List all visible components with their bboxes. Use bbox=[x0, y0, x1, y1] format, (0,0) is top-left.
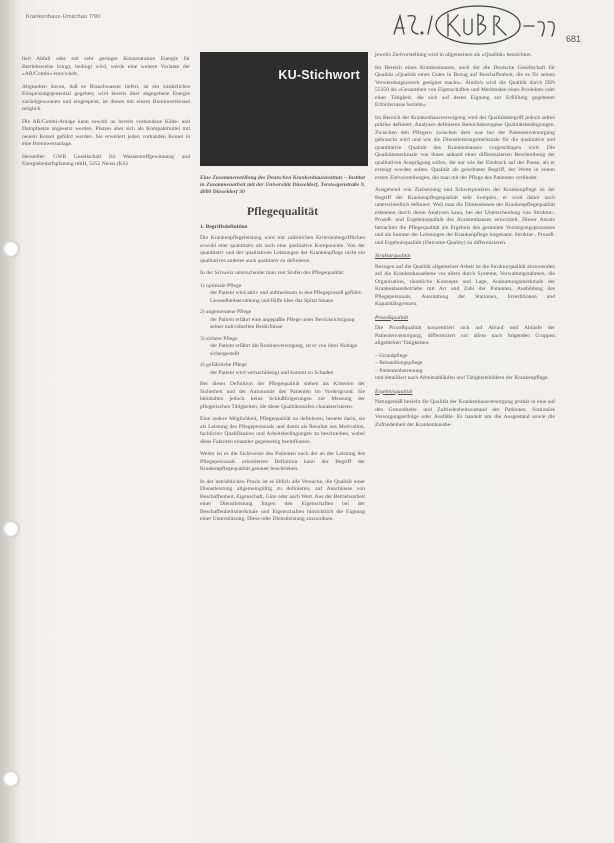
list-item-body: der Patient wird aktiv und aufmerksam in den Pflegeprozeß geführt. Gesundheitserziehung und Hilfe über das Spital hinaus bbox=[210, 290, 363, 304]
article-title: Pflegequalität bbox=[246, 204, 319, 218]
page-number: 681 bbox=[566, 34, 582, 44]
dash-list-item: – Behandlungspflege bbox=[375, 360, 423, 366]
body-paragraph: Bei dieser Definition der Pflegequalität stehen als Kriterien der Sicherheit und der Autonomie des Patienten im Vordergrund. Sie beinhalten jedoch keine Schlußfolgerungen zur Messung der pflegerischen Tätigkeiten, die diese Qualitätsstufen charakterisieren. bbox=[200, 381, 365, 410]
body-paragraph: Die Prozeßqualität konzentriert sich auf Ablauf und Abläufe der Patientenversorgung, differenziert vor allem nach folgenden Gruppen allgemeiner Tätigkeiten: bbox=[375, 325, 555, 346]
body-paragraph: In der Schweiz unterscheidet man vier Stufen der Pflegequalität: bbox=[200, 270, 345, 276]
subsection-heading: Strukturqualität bbox=[375, 253, 411, 259]
right-column bbox=[375, 52, 555, 434]
list-item-body: der Patient erfährt die Routineversorgung, ist er von ihrer Notlage sichergestellt bbox=[210, 343, 358, 357]
list-item bbox=[200, 336, 365, 359]
list-item bbox=[200, 309, 365, 332]
list-item-body: der Patient wird vernachlässigt und kommt zu Schaden bbox=[210, 369, 334, 376]
body-paragraph: jeweils Zielvorstellung wird in allgemeinen als »Qualität« bezeichnet. bbox=[375, 52, 532, 58]
list-item bbox=[200, 362, 365, 377]
hole-punch bbox=[2, 240, 20, 258]
list-item-heading: 1) optimale Pflege bbox=[200, 282, 242, 289]
body-paragraph: Im Bereich der Krankenhausversorgung wird der Qualitätsbegriff jedoch selten präzise definiert. Analysen definieren Bereichsbezogene Qualitätsbedingungen. Zwischen den Pflegern zwischen dem was bei der Patientenversorgung gebraucht wird und wie die Dienstleistungsmerkmale für die qualitative und quantitative Qualität des Krankenhauses vorgeschlagen wird. Die Qualitätsmerkmale von ihnen anhand einer differenzierten Beschreibung der qualitativen Ausprägung sollen, die nur wie der Eindruck auf der Pause, als er erzeugt worden sollen. Qualität als geordneter Begriff, der Werte in einem ersten Zielvorstellungen, die man mit der Pflege des Patienten verbindet. bbox=[375, 114, 555, 181]
left-paragraph: liert Abfall oder mit sehr geringer Konzentration Energie für Betriebsweise bringt, bedingt wird, werde eine weitere Variante der »AR/Combi« entwickelt. bbox=[22, 56, 190, 77]
hole-punch bbox=[2, 770, 20, 788]
body-paragraph: Ausgehend von Zielsetzung und Schwerpunkten der Krankenpflege ist der Begriff der Krankenpflegequalität sehr komplex, er wird daher auch unterschiedlich definiert. Weil man die Dimensionen der Krankenpflegequalität erkennen durch deren Analysen kann, bei der Unterscheidung von Struktur-, Prozeß- und Ergebnisqualität des Krankenhauses entwickelt. Dieser Ansatz betrachtet die Pflegequalität als Ergebnis des gesamten Versorgungsprozesses und als Summe der Leistungen der Krankenpflege insgesamt. Struktur-, Prozeß- und Ergebnisqualität (Outcome-Quality) zu differenzieren. bbox=[375, 187, 555, 246]
handwritten-annotation bbox=[388, 2, 568, 48]
body-paragraph: Bezogen auf die Qualität allgemeiner Arbeit ist die Strukturqualität abzuwenden auf die Krankenhausebene vor allem durch Systeme, Verwaltungsrahmen, die Organisation, räumliche Konzepte und Lage, Ausstattungsmerkmale der Krankenhausbetriebe mit Art und Zahl der Patienten, Ausbildung des Pflegepersonals, Ausstattung der Stationen, Investitionen und Kapazitätsgrenzen. bbox=[375, 263, 555, 307]
middle-column bbox=[200, 175, 365, 529]
list-item-heading: 3) sichere Pflege bbox=[200, 335, 238, 342]
body-paragraph: Eine andere Möglichkeit, Pflegequalität zu definieren, besteht darin, sie als Leistung des Pflegepersonals und damit als Resultat aus Motivation, fachlicher Qualifikation und Arbeitsbedingungen zu beschreiben, wobei diese Faktoren einander gegenseitig beeinflussen. bbox=[200, 416, 365, 445]
list-item-heading: 4) gefährliche Pflege bbox=[200, 362, 247, 368]
dash-list-item: – Patientenbetreuung bbox=[375, 367, 423, 374]
intro-text: Eine Zusammenstellung des Deutschen Krankenhausinstituts – Institut in Zusammenarbeit mit der Universität Düsseldorf, Tersteegenstraße 9, 4000 Düsseldorf 30 bbox=[200, 175, 365, 195]
body-paragraph: Im Bereich eines Krankenhauses, auch der die Deutsche Gesellschaft für Qualität »Qualität eines Gutes in Bezug auf Beschaffenheit, die es für seinen Verwendungszweck geeignet macht«. Ähnlich wird die Qualität durch DIN 55350 als »Gesamtheit von Eigenschaften und Merkmalen eines Produktes oder einer Tätigkeit, die sich auf deren Eignung zur Erfüllung gegebener Erfordernisse bezieht«. bbox=[375, 64, 555, 108]
stichwort-banner bbox=[200, 52, 368, 166]
left-column bbox=[22, 56, 190, 174]
subsection-heading: Ergebnisqualität bbox=[375, 388, 413, 395]
dash-list-item: – Grundpflege bbox=[375, 352, 408, 359]
hole-punch bbox=[2, 520, 20, 538]
section-heading: 1. Begriffsdefinition bbox=[200, 223, 248, 230]
body-paragraph: und detailliert nach Arbeitsabläufen und Tätigkeitsbildern der Krankenpflege. bbox=[375, 375, 549, 381]
list-item-heading: 2) angemessene Pflege bbox=[200, 309, 252, 315]
body-paragraph: Naturgemäß bezieht die Qualität der Krankenhausversorgung primär in eine auf den Gesundheits- und Zufriedenheitszustand der Patienten. Stationäre Versorgungserfolge oder Ausfälle. Es handelt um die Ausgestand sowie die Zufriedenheit der Krankenhausbe- bbox=[375, 399, 555, 428]
body-paragraph: Weiter ist es die Sichtweise des Patienten nach der an der Leistung des Pflegepersonals orientierten Definition kann der Begriff der Krankenpflegequalität genauer beschrieben. bbox=[200, 451, 365, 472]
list-item-body: der Patient erfährt eine angepaßte Pflege unter Berücksichtigung seiner individuellen Bedürfnisse bbox=[210, 316, 355, 330]
body-paragraph: Die Krankenpflegeleistung wird mit zahlreichen Kriterienbegrifflichen sowohl eine quantitativ als auch eine qualitative Komponente. Von der quantitativ und der qualitativen Leistungen der Krankenpflege nicht ein qualitatives anderes auch qualitativ zu definieren. bbox=[200, 235, 365, 264]
subsection-heading: Prozeßqualität bbox=[375, 314, 409, 321]
list-item bbox=[200, 283, 365, 306]
manufacturer-note: Hersteller: GWB Gesellschaft für Wasserstoffgewinnung und Energiebedarfsplanung mbH, 5252 Neuss (KS) bbox=[22, 153, 190, 167]
page-edge-shadow bbox=[0, 0, 22, 843]
left-paragraph: Abgesehen davon, daß es Brauchwasser liefert, ist ein zusätzliches Einspeisungspotential gegeben; wird bereits über abgegebene Energie zurückgewonnen und eingespeist, ist dieses mit einem Brennwertkessel möglich. bbox=[22, 83, 190, 112]
banner-title: KU-Stichwort bbox=[278, 68, 360, 82]
running-head: Krankenhaus-Umschau 7/90 bbox=[26, 14, 101, 20]
body-paragraph: In der betrieblichen Praxis ist es üblich alle Versuche, die Qualität einer Dienstleistung allgemeingültig zu definieren, auf Anschlusse von Beschaffenheit, Eigenschaft, Güte oder auch Wert. Aus der Betriebsarbeit einer Dienstleistung folgen den Eigenschaften bei der Beschaffenheitsmerkmale und Eigenschaften hinsichtlich die Eignung einer Unterstützung. Diese oder Dienstleistung zuzuordnen. bbox=[200, 478, 365, 522]
left-paragraph: Die AR/Combi-Anlage kann sowohl an bereits vorhandene Kälte- und Dampfnetze angesetzt werden. Platzes aber sich als Kompaktmittel mit neuem Kessel geführt werden. Sie erweitert jeden vorhanden Kessel in eine Brennwertanlage. bbox=[22, 118, 190, 147]
